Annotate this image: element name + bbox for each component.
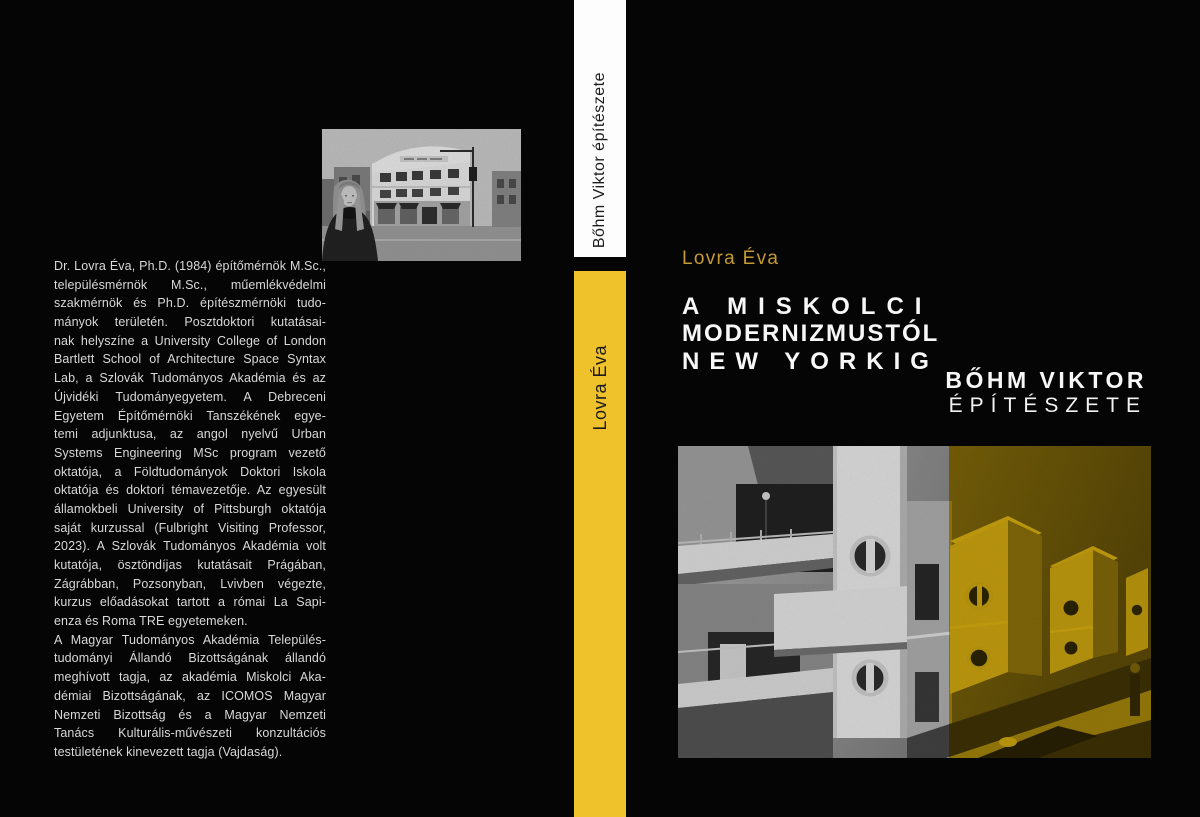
bio-line: oktatója és doktori témavezetője. Az egyesült [54,483,326,498]
bio-line: szakmérnök és Ph.D. építészmérnöki tudo- [54,296,326,311]
spine-author-vertical: Lovra Éva [589,345,610,431]
front-subtitle [945,367,1147,419]
bio-line: nak helyszíne a University College of London [54,333,326,348]
subtitle-line-1: BŐHM VIKTOR [945,367,1147,393]
bio-line: kurzus előadásokat tartott a római La Sapi- [54,595,326,610]
bio-line: Lab, a Szlovák Tudományos Akadémia és az [54,371,326,386]
spine-bottom-strip [574,271,626,817]
title-line-3: NEW YORKIG [682,347,939,375]
bio-line: tudományi Állandó Bizottságának állandó [54,651,326,666]
subtitle-line-2: ÉPÍTÉSZETE [948,394,1147,417]
bio-line: temi adjunktusa, az angol nyelvű Urban [54,427,326,442]
bio-line: oktatója, a Földtudományok Doktori Iskola [54,464,326,479]
bio-line: enza és Roma TRE egyetemeken. [54,614,248,629]
bio-line: településmérnök M.Sc., műemlékvédelmi [54,277,326,292]
front-author-name: Lovra Éva [682,248,780,269]
spine-top-strip [574,0,626,257]
building-photo-illustration [678,446,1151,758]
bio-line: 2023). A Szlovák Tudományos Akadémia volt [54,539,326,554]
bio-line: Újvidéki Tudományegyetem. A Debreceni [54,389,326,404]
bio-line: Nemzeti Bizottság és a Magyar Nemzeti [54,707,326,722]
building-photo [678,446,1151,758]
author-photo [322,129,521,261]
front-title [682,293,939,375]
bio-line: Egyetem Építőmérnöki Tanszékének egye- [54,408,326,423]
title-line-1: A MISKOLCI [682,293,933,320]
bio-line: meghívott tagja, az akadémia Miskolci Aka- [54,670,326,685]
bio-line: államokbeli University of Pittsburgh oktatója [54,501,326,516]
bio-line: Systems Engineering MSc program vezető [54,445,326,460]
spine-title-vertical: Bőhm Viktor építészete [591,71,608,248]
bio-line: démiai Bizottságának, az ICOMOS Magyar [54,688,326,703]
bio-line: Dr. Lovra Éva, Ph.D. (1984) építőmérnök M.Sc., [54,259,326,273]
bio-line: A Magyar Tudományos Akadémia Település- [54,632,326,647]
bio-line: mányok területén. Posztdoktori kutatásai- [54,315,326,330]
title-line-2: MODERNIZMUSTÓL [682,320,940,348]
bio-line: Bartlett School of Architecture Space Syntax [54,352,326,367]
author-photo-illustration [322,129,521,261]
author-bio-text [54,257,326,762]
bio-line: saját kurzussal (Fulbright Visiting Professor, [54,520,326,535]
bio-line: testületének kinevezett tagja (Vajdaság). [54,744,283,759]
bio-line: kutatója, ösztöndíjas kutatásait Prágában, [54,558,326,572]
bio-line: Zágrábban, Pozsonyban, Lvivben végezte, [54,576,326,591]
bio-line: Tanács Kulturális-művészeti konzultációs [54,726,326,741]
